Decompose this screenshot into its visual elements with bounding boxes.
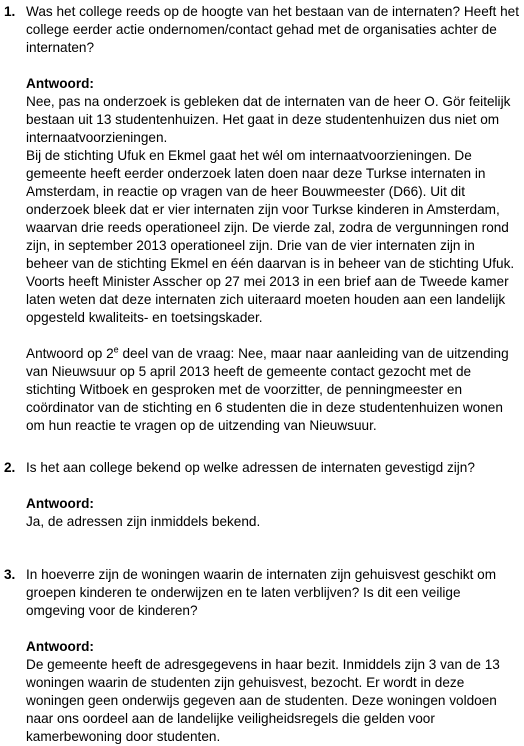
question-text: Is het aan college bekend op welke adressen de internaten gevestigd zijn? xyxy=(26,460,475,475)
question-body xyxy=(26,3,520,435)
answer-label: Antwoord: xyxy=(26,639,94,654)
answer-label: Antwoord: xyxy=(26,76,94,91)
answer-paragraph: Ja, de adressen zijn inmiddels bekend. xyxy=(26,514,261,529)
question-number: 1. xyxy=(4,4,16,19)
question-text: Was het college reeds op de hoogte van het bestaan van de internaten? Heeft het college eerder actie ondernomen/contact gehad met de organisaties achter de internaten? xyxy=(26,4,519,55)
second-part-superscript: e xyxy=(113,344,119,355)
second-part-prefix: Antwoord op 2 xyxy=(26,346,114,361)
answer-label: Antwoord: xyxy=(26,496,94,511)
question-body xyxy=(26,459,520,531)
answer-second-part xyxy=(26,345,520,435)
answer-paragraph: De gemeente heeft de adresgegevens in haar bezit. Inmiddels zijn 3 van de 13 woningen waarin de studenten zijn gehuisvest, bezocht. Er wordt in deze woningen geen onderwijs gegeven aan de studenten. Deze woningen voldoen naar ons oordeel aan de landelijke veiligheidsregels die gelden voor kamerbewoning door studenten. xyxy=(26,657,500,744)
question-number: 2. xyxy=(4,460,16,475)
question-number: 3. xyxy=(4,567,16,582)
question-body xyxy=(26,566,520,746)
question-text: In hoeverre zijn de woningen waarin de internaten zijn gehuisvest geschikt om groepen kinderen te onderwijzen en te laten verblijven? Is dit een veilige omgeving voor de kinderen? xyxy=(26,567,497,618)
answer-paragraph: Bij de stichting Ufuk en Ekmel gaat het wél om internaatvoorzieningen. De gemeente heeft eerder onderzoek laten doen naar deze Turkse internaten in Amsterdam, in reactie op vragen van de heer Bouwmeester (D66). Uit dit onderzoek bleek dat er vier internaten zijn voor Turkse kinderen in Amsterdam, waarvan drie reeds operationeel zijn. De vierde zal, zodra de vergunningen rond zijn, in september 2013 operationeel zijn. Drie van de vier internaten zijn in beheer van de stichting Ekmel en één daarvan is in beheer van de stichting Ufuk. Voorts heeft Minister Asscher op 27 mei 2013 in een brief aan de Tweede kamer laten weten dat deze internaten zich uiteraard moeten houden aan een landelijk opgesteld kwaliteits- en toetsingskader. xyxy=(26,148,515,325)
second-part-text: deel van de vraag: Nee, maar naar aanleiding van de uitzending van Nieuwsuur op 5 april 2013 heeft de gemeente contact gezocht met de stichting Witboek en gesproken met de voorzitter, de penningmeester en coördinator van de stichting en 6 studenten die in deze studentenhuizen wonen om hun reactie te vragen op de uitzending van Nieuwsuur. xyxy=(26,346,509,433)
answer-paragraph: Nee, pas na onderzoek is gebleken dat de internaten van de heer O. Gör feitelijk bestaan uit 13 studentenhuizen. Het gaat in deze studentenhuizen dus niet om internaatvoorzieningen. xyxy=(26,94,511,145)
